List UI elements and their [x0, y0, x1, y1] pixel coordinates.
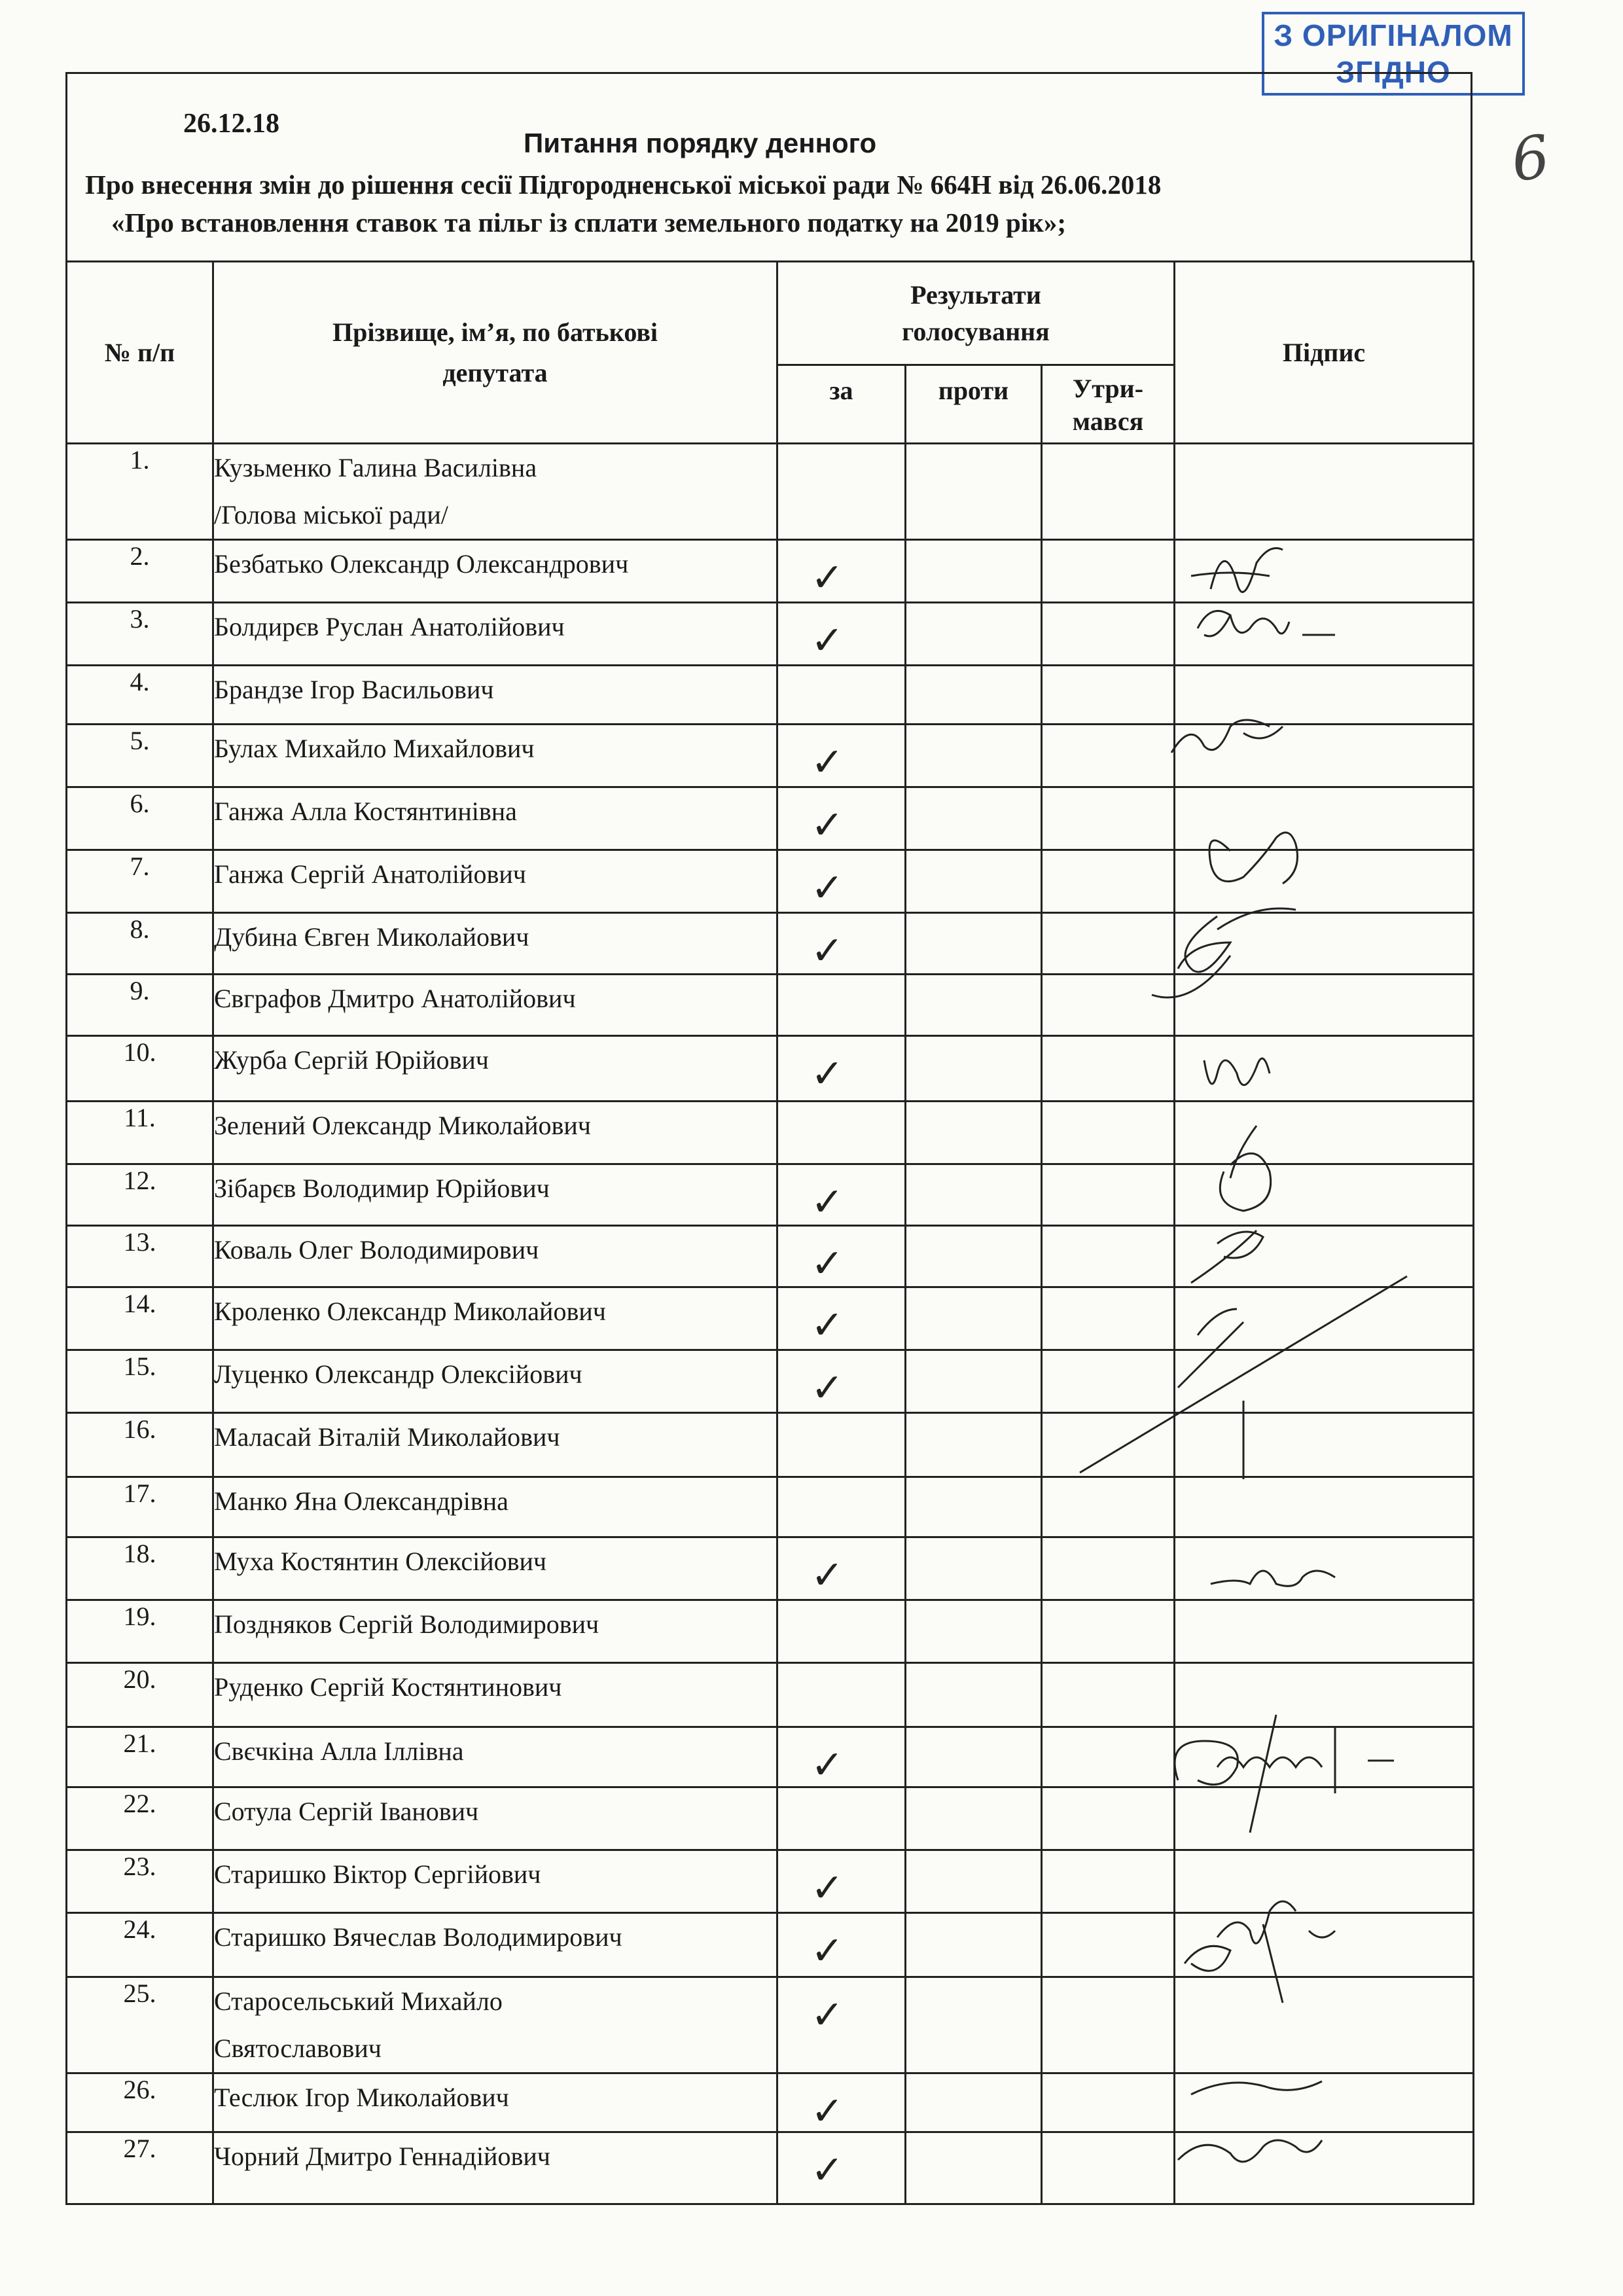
row-number: 24.	[67, 1913, 213, 1977]
row-number: 2.	[67, 540, 213, 603]
row-number: 27.	[67, 2132, 213, 2204]
col-header-sign: Підпис	[1175, 262, 1474, 444]
col-header-za: за	[777, 365, 906, 444]
deputy-name-line1: Коваль Олег Володимирович	[214, 1235, 539, 1265]
check-mark-icon: ✓	[811, 1241, 844, 1287]
check-mark-icon: ✓	[811, 1051, 844, 1097]
row-number: 6.	[67, 787, 213, 850]
agenda-line-1: Про внесення змін до рішення сесії Підгородненської міської ради № 664Н від 26.06.2018	[85, 170, 1162, 200]
agenda-title: Питання порядку денного	[524, 128, 877, 158]
col-header-name-line2: депутата	[442, 357, 548, 387]
deputy-name-line1: Брандзе Ігор Васильович	[214, 675, 494, 704]
check-mark-icon: ✓	[811, 802, 844, 848]
row-number: 16.	[67, 1413, 213, 1477]
deputy-name-line1: Старишко Вячеслав Володимирович	[214, 1922, 622, 1952]
col-header-results-line1: Результати	[910, 279, 1041, 310]
deputy-name-line1: Муха Костянтин Олексійович	[214, 1547, 547, 1576]
check-mark-icon: ✓	[811, 1179, 844, 1225]
col-header-utr-line2: мався	[1072, 406, 1144, 436]
check-mark-icon: ✓	[811, 1928, 844, 1974]
row-number: 10.	[67, 1036, 213, 1102]
row-number: 8.	[67, 913, 213, 975]
agenda-line-2: «Про встановлення ставок та пільг із сплати земельного податку на 2019 рік»;	[111, 207, 1067, 238]
col-header-name-line1: Прізвище, ім’я, по батькові	[332, 317, 658, 347]
row-number: 21.	[67, 1727, 213, 1787]
check-mark-icon: ✓	[811, 928, 844, 974]
signature-3	[1198, 611, 1335, 636]
signature-18	[1211, 1571, 1335, 1586]
deputy-name-line2: Святославович	[214, 2034, 382, 2063]
deputy-name-line1: Луценко Олександр Олексійович	[214, 1359, 582, 1389]
deputy-name-line1: Болдирєв Руслан Анатолійович	[214, 612, 565, 641]
row-number: 22.	[67, 1787, 213, 1850]
check-mark-icon: ✓	[811, 555, 844, 601]
row-number: 1.	[67, 444, 213, 540]
deputy-name-line1: Зелений Олександр Миколайович	[214, 1111, 591, 1140]
check-mark-icon: ✓	[811, 1865, 844, 1911]
deputy-name-line1: Євграфов Дмитро Анатолійович	[214, 984, 576, 1013]
deputy-name-line1: Зібарєв Володимир Юрійович	[214, 1174, 550, 1203]
row-number: 12.	[67, 1164, 213, 1226]
col-header-num: № п/п	[67, 262, 213, 444]
col-header-proty: проти	[906, 365, 1042, 444]
deputy-name-line1: Дубина Євген Миколайович	[214, 922, 529, 952]
deputy-name-line1: Сотула Сергій Іванович	[214, 1797, 479, 1826]
check-mark-icon: ✓	[811, 618, 844, 664]
deputy-name-line1: Ганжа Сергій Анатолійович	[214, 859, 526, 889]
row-number: 15.	[67, 1350, 213, 1413]
deputy-name-line1: Чорний Дмитро Геннадійович	[214, 2142, 550, 2171]
signature-7-8	[1152, 908, 1296, 997]
row-number: 9.	[67, 975, 213, 1036]
stamp-line-1: З ОРИГІНАЛОМ	[1274, 18, 1513, 52]
check-mark-icon: ✓	[811, 740, 844, 785]
check-mark-icon: ✓	[811, 865, 844, 911]
signature-21	[1175, 1715, 1394, 1833]
deputy-name-line1: Манко Яна Олександрівна	[214, 1486, 508, 1516]
deputy-name-line1: Руденко Сергій Костянтинович	[214, 1672, 562, 1702]
deputy-name-line1: Кроленко Олександр Миколайович	[214, 1297, 606, 1326]
check-mark-icon: ✓	[811, 1302, 844, 1348]
row-number: 17.	[67, 1477, 213, 1537]
row-number: 23.	[67, 1850, 213, 1913]
row-number: 11.	[67, 1102, 213, 1164]
row-number: 18.	[67, 1537, 213, 1600]
row-number: 13.	[67, 1226, 213, 1287]
signature-24	[1185, 1901, 1335, 2003]
deputy-name-line1: Маласай Віталій Миколайович	[214, 1422, 560, 1452]
row-number: 3.	[67, 603, 213, 666]
check-mark-icon: ✓	[811, 1365, 844, 1411]
deputy-name-line1: Старосельський Михайло	[214, 1986, 503, 2016]
check-mark-icon: ✓	[811, 2147, 844, 2193]
row-number: 20.	[67, 1663, 213, 1727]
deputy-name-line1: Поздняков Сергій Володимирович	[214, 1609, 599, 1639]
row-number: 4.	[67, 666, 213, 725]
col-header-utr-line1: Утри-	[1072, 374, 1144, 403]
signature-2	[1191, 548, 1283, 592]
deputy-name-line1: Булах Михайло Михайлович	[214, 734, 535, 763]
row-number: 19.	[67, 1600, 213, 1663]
check-mark-icon: ✓	[811, 1992, 844, 2038]
signature-10	[1204, 1058, 1270, 1085]
signature-6	[1209, 833, 1298, 884]
signature-12-15	[1080, 1126, 1407, 1479]
check-mark-icon: ✓	[811, 1552, 844, 1598]
row-number: 7.	[67, 850, 213, 913]
stamp-line-2: ЗГІДНО	[1336, 55, 1451, 89]
deputy-name-line1: Свєчкіна Алла Іллівна	[214, 1736, 464, 1766]
signature-5	[1171, 720, 1283, 753]
check-mark-icon: ✓	[811, 1742, 844, 1788]
signature-27	[1178, 2081, 1322, 2162]
deputy-name-line1: Теслюк Ігор Миколайович	[214, 2083, 509, 2112]
col-header-results-line2: голосування	[902, 316, 1050, 346]
deputy-name-line1: Кузьменко Галина Василівна	[214, 453, 537, 482]
deputy-name-line1: Журба Сергій Юрійович	[214, 1045, 489, 1075]
row-number: 5.	[67, 725, 213, 787]
page-number: 6	[1507, 122, 1554, 196]
deputy-name-line1: Безбатько Олександр Олександрович	[214, 549, 629, 579]
row-number: 25.	[67, 1977, 213, 2073]
session-date: 26.12.18	[183, 109, 279, 139]
row-number: 26.	[67, 2073, 213, 2132]
row-number: 14.	[67, 1287, 213, 1350]
deputy-name-line1: Ганжа Алла Костянтинівна	[214, 797, 517, 826]
check-mark-icon: ✓	[811, 2089, 844, 2134]
deputy-name-line2: /Голова міської ради/	[214, 500, 448, 529]
deputy-name-line1: Старишко Віктор Сергійович	[214, 1859, 541, 1889]
